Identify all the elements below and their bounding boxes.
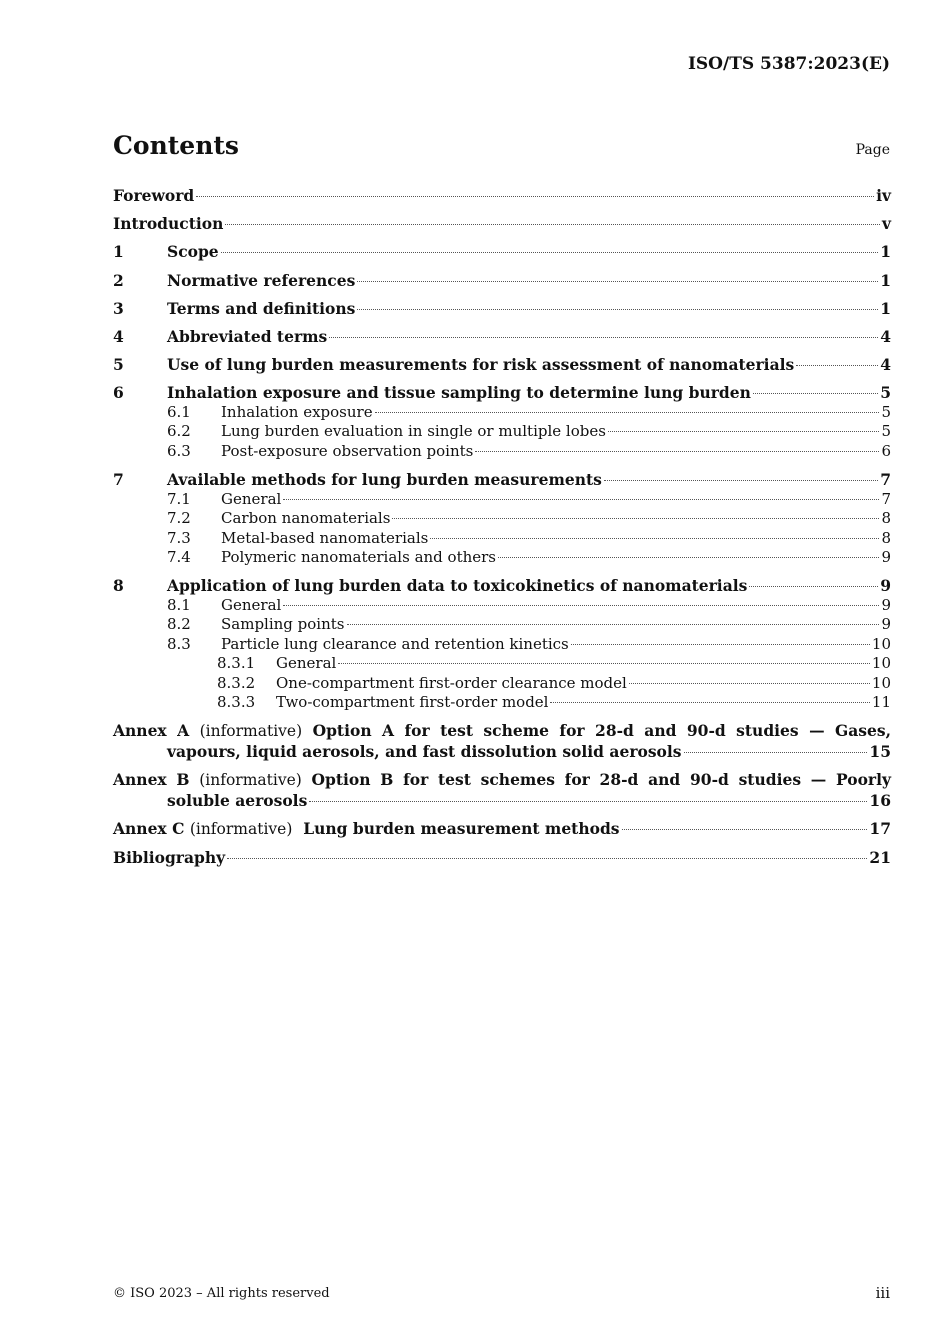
toc-entry-title: Application of lung burden data to toxicokinetics of nanomaterials bbox=[167, 576, 748, 596]
toc-entry[interactable] bbox=[113, 693, 891, 713]
leader-dots bbox=[357, 281, 878, 282]
leader-dots bbox=[357, 309, 878, 310]
annex-label: Annex A bbox=[113, 721, 190, 741]
toc-annex-a[interactable] bbox=[113, 721, 891, 761]
leader-dots bbox=[227, 858, 867, 859]
toc-entry-number: 6.1 bbox=[167, 402, 191, 421]
annex-label: Annex B bbox=[113, 770, 190, 790]
toc-entry-number: 7.3 bbox=[167, 528, 191, 547]
annex-b-line-2 bbox=[113, 791, 891, 811]
toc-entry-title: General bbox=[221, 489, 282, 508]
toc-entry[interactable] bbox=[113, 403, 891, 423]
toc-entry-title: Lung burden evaluation in single or multiple lobes bbox=[221, 422, 606, 441]
toc-entry-title: Carbon nanomaterials bbox=[221, 509, 391, 527]
toc-entry-number: 8.3.1 bbox=[217, 654, 256, 673]
toc-entry-number: 6.3 bbox=[167, 441, 191, 460]
toc-entry-title: Two-compartment first-order model bbox=[276, 693, 549, 712]
toc-entry-title: General bbox=[276, 654, 337, 673]
toc-page-number: 1 bbox=[880, 298, 891, 318]
leader-dots bbox=[196, 196, 874, 197]
toc-entries bbox=[113, 186, 891, 713]
toc-entry-number: 8 bbox=[113, 576, 124, 596]
annex-title-text: Lung burden measurement methods bbox=[303, 818, 620, 838]
toc-entry-title: Introduction bbox=[113, 214, 224, 234]
leader-dots bbox=[753, 393, 878, 394]
toc-page-number: 9 bbox=[881, 595, 891, 614]
annex-type: (informative) bbox=[189, 819, 293, 838]
toc-page-number: 10 bbox=[871, 673, 891, 692]
leader-dots bbox=[221, 252, 879, 253]
table-of-contents bbox=[113, 186, 891, 867]
toc-entry-number: 7 bbox=[113, 470, 124, 489]
toc-entry[interactable] bbox=[113, 674, 891, 694]
toc-entry-title: Metal-based nanomaterials bbox=[221, 528, 429, 547]
toc-page-number: 4 bbox=[880, 355, 891, 375]
toc-page-number: 21 bbox=[869, 847, 891, 867]
annex-title-part-1: Option B for test schemes for 28-d and 90-d studies — Poorly bbox=[311, 770, 891, 790]
toc-entry-title: Post-exposure observation points bbox=[221, 441, 474, 460]
toc-entry-title: Inhalation exposure bbox=[221, 402, 373, 421]
toc-entry-number: 6.2 bbox=[167, 422, 191, 441]
toc-page-number: 6 bbox=[881, 441, 891, 460]
annex-type: (informative) bbox=[199, 771, 302, 790]
toc-page-number: 10 bbox=[871, 654, 891, 673]
annex-c-line bbox=[113, 819, 891, 840]
toc-page-number: 1 bbox=[880, 270, 891, 290]
toc-entry-number: 8.1 bbox=[167, 595, 191, 614]
toc-entry[interactable] bbox=[113, 355, 891, 375]
toc-entry[interactable] bbox=[113, 529, 891, 549]
toc-entry-title: General bbox=[221, 595, 282, 614]
toc-page-number: 5 bbox=[881, 422, 891, 441]
toc-entry[interactable] bbox=[113, 470, 891, 490]
leader-dots bbox=[571, 644, 870, 645]
toc-entry[interactable] bbox=[113, 635, 891, 655]
contents-heading: Contents bbox=[113, 131, 240, 160]
toc-entry[interactable] bbox=[113, 442, 891, 462]
toc-entry-number: 2 bbox=[113, 270, 124, 290]
toc-entry-number: 8.3.2 bbox=[217, 673, 256, 692]
toc-page-number: 1 bbox=[880, 242, 891, 262]
annex-a-line-1 bbox=[113, 721, 891, 742]
leader-dots bbox=[347, 624, 880, 625]
toc-entry-title: Normative references bbox=[167, 270, 356, 290]
toc-entry-title: Terms and definitions bbox=[167, 298, 356, 318]
toc-page-number: 10 bbox=[871, 634, 891, 653]
leader-dots bbox=[608, 431, 880, 432]
annex-type: (informative) bbox=[199, 722, 303, 741]
toc-entry[interactable] bbox=[113, 186, 891, 206]
toc-entry[interactable] bbox=[113, 422, 891, 442]
toc-entry-number: 8.2 bbox=[167, 615, 191, 634]
annex-title-part-2: vapours, liquid aerosols, and fast dissolution solid aerosols bbox=[167, 741, 682, 761]
page-number: iii bbox=[875, 1284, 890, 1302]
leader-dots bbox=[550, 702, 869, 703]
toc-page-number: 4 bbox=[880, 326, 891, 346]
toc-page-number: 7 bbox=[880, 470, 891, 489]
toc-entry[interactable] bbox=[113, 242, 891, 262]
toc-annex-b[interactable] bbox=[113, 770, 891, 810]
toc-page-number: 9 bbox=[880, 576, 891, 596]
leader-dots bbox=[283, 605, 879, 606]
toc-entry-title: Scope bbox=[167, 242, 219, 262]
annex-label: Annex C bbox=[113, 818, 185, 838]
leader-dots bbox=[329, 337, 878, 338]
toc-entry-number: 4 bbox=[113, 326, 124, 346]
toc-entry[interactable] bbox=[113, 490, 891, 510]
toc-entry[interactable] bbox=[113, 654, 891, 674]
toc-entry[interactable] bbox=[113, 327, 891, 347]
leader-dots bbox=[283, 499, 879, 500]
annex-title-part-1: Option A for test scheme for 28-d and 90-d studies — Gases, bbox=[312, 721, 891, 741]
copyright-notice: © ISO 2023 – All rights reserved bbox=[113, 1286, 330, 1301]
toc-page-number: 5 bbox=[881, 402, 891, 421]
toc-page-number: 9 bbox=[881, 615, 891, 634]
toc-entry-number: 5 bbox=[113, 355, 124, 375]
toc-entry[interactable] bbox=[113, 615, 891, 635]
toc-page-number: 8 bbox=[881, 509, 891, 527]
leader-dots bbox=[309, 801, 867, 802]
toc-bibliography[interactable] bbox=[113, 848, 891, 868]
toc-page-number: 15 bbox=[869, 741, 891, 761]
toc-entry-title: Available methods for lung burden measurements bbox=[167, 470, 602, 489]
toc-annex-c[interactable] bbox=[113, 819, 891, 840]
leader-dots bbox=[475, 451, 879, 452]
toc-page-number: v bbox=[881, 214, 891, 234]
toc-entry-title: Sampling points bbox=[221, 615, 345, 634]
annex-b-line-1 bbox=[113, 770, 891, 791]
document-id: ISO/TS 5387:2023(E) bbox=[687, 54, 890, 74]
toc-page-number: 17 bbox=[869, 818, 891, 838]
leader-dots bbox=[498, 557, 879, 558]
toc-entry[interactable] bbox=[113, 596, 891, 616]
toc-entry[interactable] bbox=[113, 271, 891, 291]
toc-page-number: 9 bbox=[881, 548, 891, 566]
leader-dots bbox=[604, 480, 878, 481]
annex-title bbox=[113, 819, 620, 840]
leader-dots bbox=[629, 683, 870, 684]
toc-entry-number: 7.1 bbox=[167, 489, 191, 508]
leader-dots bbox=[225, 224, 880, 225]
leader-dots bbox=[622, 829, 868, 830]
toc-entry[interactable] bbox=[113, 299, 891, 319]
toc-entry-title: Bibliography bbox=[113, 847, 226, 867]
toc-entry-number: 8.3.3 bbox=[217, 693, 256, 712]
annex-a-line-2 bbox=[113, 742, 891, 762]
toc-entry[interactable] bbox=[113, 548, 891, 568]
toc-entry-title: Inhalation exposure and tissue sampling to determine lung burden bbox=[167, 383, 751, 403]
toc-entry-number: 3 bbox=[113, 298, 124, 318]
toc-entry-number: 1 bbox=[113, 242, 124, 262]
leader-dots bbox=[338, 663, 870, 664]
toc-page-number: 7 bbox=[881, 489, 891, 508]
leader-dots bbox=[749, 586, 878, 587]
toc-entry-title: Foreword bbox=[113, 186, 195, 205]
toc-page-number: iv bbox=[876, 186, 891, 205]
toc-entry-title: Particle lung clearance and retention kinetics bbox=[221, 634, 569, 653]
toc-entry-number: 7.4 bbox=[167, 548, 191, 566]
leader-dots bbox=[375, 412, 880, 413]
toc-entry-number: 7.2 bbox=[167, 509, 191, 527]
toc-page-number: 11 bbox=[871, 693, 891, 712]
toc-page-number: 16 bbox=[869, 790, 891, 810]
toc-entry-title: Abbreviated terms bbox=[167, 326, 328, 346]
toc-entry[interactable] bbox=[113, 383, 891, 403]
leader-dots bbox=[392, 518, 879, 519]
leader-dots bbox=[684, 752, 868, 753]
toc-entry-title: Polymeric nanomaterials and others bbox=[221, 548, 497, 566]
toc-entry[interactable] bbox=[113, 214, 891, 234]
toc-page-number: 5 bbox=[880, 383, 891, 403]
toc-entry[interactable] bbox=[113, 576, 891, 596]
toc-entry-number: 6 bbox=[113, 383, 124, 403]
leader-dots bbox=[796, 365, 878, 366]
leader-dots bbox=[430, 538, 879, 539]
page-column-label: Page bbox=[855, 142, 890, 158]
annex-title-part-2: soluble aerosols bbox=[167, 790, 308, 810]
toc-entry-title: One-compartment first-order clearance model bbox=[276, 673, 627, 692]
toc-page-number: 8 bbox=[881, 528, 891, 547]
toc-entry[interactable] bbox=[113, 509, 891, 529]
toc-entry-title: Use of lung burden measurements for risk assessment of nanomaterials bbox=[167, 355, 795, 375]
toc-entry-number: 8.3 bbox=[167, 634, 191, 653]
